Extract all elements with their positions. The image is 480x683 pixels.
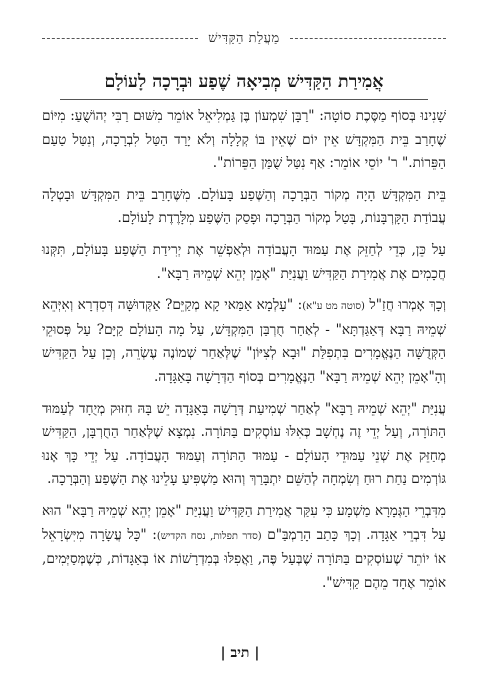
chapter-title: אֲמִירַת הַקַּדִּישׁ מְבִיאָה שֶׁפַע וּבְרָכָה לָעוֹלָם xyxy=(104,72,384,92)
page-number: | תיב | xyxy=(220,645,260,661)
running-header-title: מַעֲלַת הַקַּדִּישׁ xyxy=(208,31,280,46)
body-text xyxy=(42,105,446,603)
paragraph-5: עֲנִיַּת "יְהֵא שְׁמֵיהּ רַבָּא" לְאַחַר שְׁמִיעַת דְּרָשָׁה בָּאַגָּדָה יֵשׁ בָּהּ חִזּוּק מְיֻחָד לְעַמּוּד הַתּוֹרָה, וְעַל יְדֵי זֶה נֶחְשָׁב כְּאִלּוּ עוֹסְקִים בַּתּוֹרָה. נִמְצָא שֶׁלְּאַחַר הַחֻרְבָּן, הַקַּדִּישׁ מְחַזֵּק אֶת שְׁנֵי עַמּוּדֵי הָעוֹלָם - עַמּוּד הַתּוֹרָה וְעַמּוּד הָעֲבוֹדָה. עַל יְדֵי כָּךְ אָנוּ גּוֹרְמִים נַחַת רוּחַ וְשִׂמְחָה לְהַשֵּׁם יִתְבָּרַךְ וְהוּא מַשְׁפִּיעַ עָלֵינוּ אֶת הַשֶּׁפַע וְהַבְּרָכָה. xyxy=(42,400,446,488)
paragraph-6-text-b: : "כָּל עֲשָׂרָה מִיִּשְׂרָאֵל אוֹ יוֹתֵר שֶׁעוֹסְקִים בַּתּוֹרָה שֶׁבְּעַל פֶּה, וַאֲפִלּוּ בְּמִדְרָשׁוֹת אוֹ בְּאַגָּדוֹת, כְּשֶׁמְּסַיְּמִים, אוֹמֵר אֶחָד מֵהֶם קַדִּישׁ". xyxy=(42,526,446,591)
paragraph-1: שָׁנִינוּ בְּסוֹף מַסֶּכֶת סוֹטָה: "רַבָּן שִׁמְעוֹן בֶּן גַּמְלִיאֵל אוֹמֵר מִשּׁוּם רַבִּי יְהוֹשֻׁעַ: מִיּוֹם שֶׁחָרַב בֵּית הַמִּקְדָּשׁ אֵין יוֹם שֶׁאֵין בּוֹ קְלָלָה וְלֹא יָרַד הַטַּל לִבְרָכָה, וְנִטַּל טַעַם הַפֵּרוֹת." ר' יוֹסֵי אוֹמֵר: אַף נִטַּל שֻׁמַּן הַפֵּרוֹת". xyxy=(42,108,446,172)
paragraph-4-text-b: : "עָלְמָא אַמַּאי קָא מְקַיֵּם? אַקְּדוּשָּׁה דְּסִדְרָא וְאִיְּהֵא שְׁמֵיהּ רַבָּא דְּאַגַּדְתָּא" - לְאַחַר חֻרְבַּן הַמִּקְדָּשׁ, עַל מָה הָעוֹלָם קַיָּם? עַל פְּסוּקֵי הַקְּדֻשָּׁה הַנֶּאֱמָרִים בִּתְפִלַּת "וּבָא לְצִיּוֹן" שֶׁלְּאַחַר שְׁמוֹנֶה עֶשְׂרֵה, וְכֵן עַל הַקַּדִּישׁ וְהָ"אָמֵן יְהֵא שְׁמֵיהּ רַבָּא" הַנֶּאֱמָרִים בְּסוֹף הַדְּרָשָׁה בָּאַגָּדָה. xyxy=(42,297,446,385)
source-citation-rambam: (סדר תפלות, נסח הקדיש) xyxy=(156,530,262,542)
paragraph-2: בֵּית הַמִּקְדָּשׁ הָיָה מְקוֹר הַבְּרָכָה וְהַשֶּׁפַע בָּעוֹלָם. מִשֶּׁחָרַב בֵּית הַמִּקְדָּשׁ וּבָטְלָה עֲבוֹדַת הַקָּרְבָּנוֹת, בָּטַל מְקוֹר הַבְּרָכָה וּפָסַק הַשֶּׁפַע מִלָּרֶדֶת לָעוֹלָם. xyxy=(42,186,446,227)
paragraph-6-text-a: מִדִּבְרֵי הַגְּמָרָא מַשְׁמָע כִּי עִקַּר אֲמִירַת הַקַּדִּישׁ וַעֲנִיַּת "אָמֵן יְהֵא שְׁמֵיהּ רַבָּא" הוּא עַל דִּבְרֵי אַגָּדָה. וְכָךְ כָּתַב הָרַמְבַּ"ם xyxy=(42,502,446,543)
paragraph-3: עַל כֵּן, כְּדֵי לְחַזֵּק אֶת עַמּוּד הָעֲבוֹדָה וּלְאַפְשֵׁר אֶת יְרִידַת הַשֶּׁפַע בָּעוֹלָם, תִּקְּנוּ חֲכָמִים אֶת אֲמִירַת הַקַּדִּישׁ וַעֲנִיַּת "אָמֵן יְהֵא שְׁמֵיהּ רַבָּא". xyxy=(42,241,446,282)
running-header xyxy=(42,27,446,49)
chapter-title-underline xyxy=(60,99,428,100)
paragraph-4-text-a: וְכָךְ אָמְרוּ חֲזַ"ל xyxy=(364,297,446,314)
paragraph-4 xyxy=(42,294,446,389)
paragraph-6 xyxy=(42,500,446,595)
source-citation-sotah: (סוטה מט ע"א) xyxy=(302,301,365,313)
header-rule-right xyxy=(290,38,446,39)
header-rule-left xyxy=(42,38,198,39)
